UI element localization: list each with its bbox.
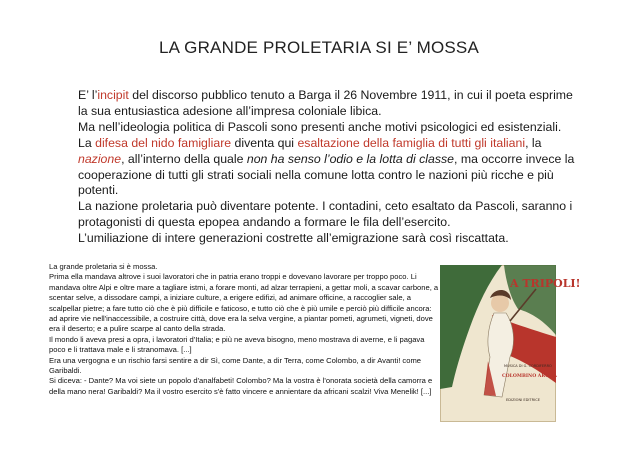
paragraph-emigration: L’umiliazione di intere generazioni costrette all’emigrazione sarà così riscattata. <box>78 231 509 246</box>
speech-quote <box>49 262 439 397</box>
paragraph-ideology-text-2: diventa qui <box>231 135 298 150</box>
paragraph-incipit <box>78 88 578 120</box>
poster-publisher: EDIZIONI EDITRICE <box>506 398 540 402</box>
paragraph-ideology <box>78 120 578 200</box>
quote-line-3: Era una vergogna e un rischio farsi sentire a dir Sì, come Dante, a dir Terra, come Colombo, a dir Avanti! come Garibaldi. <box>49 355 421 376</box>
class-struggle-phrase: non ha senso l’odio e la lotta di classe <box>246 151 455 166</box>
paragraph-ideology-text-5: , ma occorre invece la cooperazione di tutti gli strati sociali nella comune lotta contro le nazioni più ricche e più potenti. <box>78 151 575 198</box>
paragraph-proletarian-nation: La nazione proletaria può diventare potente. I contadini, ceto esaltato da Pascoli, saranno i protagonisti di questa epopea andando a formare le fila dell’esercito. <box>78 199 573 230</box>
paragraph-ideology-text-1: Ma nell’ideologia politica di Pascoli sono presenti anche motivi psicologici ed esistenziali. La <box>78 119 562 150</box>
nation-highlight: nazione <box>78 151 122 166</box>
poster-composer: COLOMBINO ARONA <box>502 374 557 379</box>
main-text <box>78 88 578 247</box>
paragraph-ideology-text-3: , la <box>525 135 542 150</box>
paragraph-ideology-text-4: , all’interno della quale <box>121 151 247 166</box>
paragraph-incipit-text-1: E’ l’ <box>78 88 98 102</box>
poster-illustration <box>440 265 581 422</box>
quote-line-0: La grande proletaria si è mossa. <box>49 262 158 271</box>
poster-headline: A TRIPOLI! <box>510 277 581 290</box>
a-tripoli-poster <box>440 265 581 422</box>
family-exaltation-highlight: esaltazione della famiglia di tutti gli italiani <box>297 135 526 150</box>
quote-line-1: Prima ella mandava altrove i suoi lavoratori che in patria erano troppi e dovevano lavorare per troppo poco. Li mandava oltre Alpi e oltre mare a tagliare istmi, a forare monti, ad alzar terrapieni, a gettar moli, a scavar carbone, a scentar selve, a dissodare campi, a iniziare culture, a erigere edifizi, ad animare officine, a raccoglier sale, a scalpellar pietre; a fare tutto ciò che è più difficile e faticoso, e tutto ciò che è più umile e perciò più difficile ancora: ad aprire vie nell'inaccessibile, a costruire città, dove era la selva vergine, a piantar pometi, agrumeti, vigneti, dove era il deserto; e a pulire scarpe al canto della strada. <box>49 272 439 334</box>
quote-line-4: Si diceva: - Dante? Ma voi siete un popolo d'analfabeti! Colombo? Ma la vostra è l'onorata società della camorra e della mano nera! Garibaldi? Ma il vostro esercito s'è fatto vincere e annientare da africani scalzi! Viva Menelik! [...] <box>49 376 433 396</box>
nest-defense-highlight: difesa del nido famigliare <box>95 135 232 150</box>
paragraph-incipit-text-2: del discorso pubblico tenuto a Barga il 26 Novembre 1911, in cui il poeta esprime la sua entusiastica adesione all’impresa coloniale libica. <box>78 88 573 118</box>
page-title: LA GRANDE PROLETARIA SI E’ MOSSA <box>158 38 480 57</box>
poster-music-credit: MUSICA DI G. CORDIFERRO <box>504 364 552 368</box>
incipit-highlight: incipit <box>97 88 129 102</box>
quote-line-2: Il mondo li aveva presi a opra, i lavoratori d'Italia; e più ne aveva bisogno, meno mostrava di averne, e li pagava poco e li trattava male e li stranomava. [...] <box>49 334 425 355</box>
